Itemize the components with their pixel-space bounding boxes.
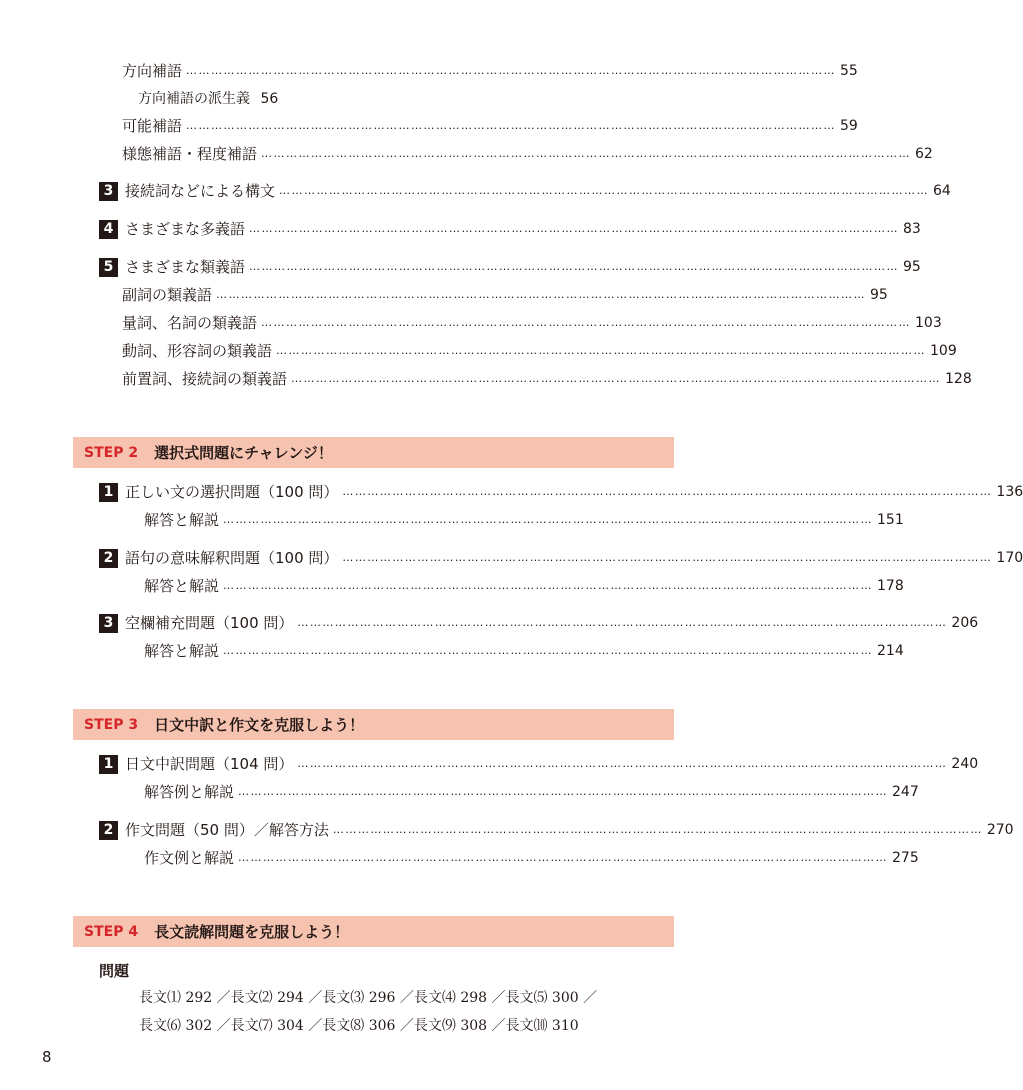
toc-entry[interactable] — [122, 340, 957, 362]
leader-dots: ………………………………………………………………………………………………………………………………………… — [249, 222, 900, 235]
leader-dots: ………………………………………………………………………………………………………………………………………… — [276, 344, 927, 357]
toc-entry[interactable] — [122, 60, 858, 82]
step-label: STEP 3 — [84, 716, 139, 733]
leader-dots: ………………………………………………………………………………………………………………………………………… — [332, 823, 983, 836]
toc-entry-label: 解答と解説 — [144, 577, 220, 595]
toc-entry-label: 日文中訳問題（104 問） — [125, 755, 294, 773]
toc-entry-label: 副詞の類義語 — [122, 286, 213, 304]
leader-dots: ………………………………………………………………………………………………………………………………………… — [297, 616, 948, 629]
toc-entry[interactable] — [144, 781, 919, 803]
step-label: STEP 4 — [84, 923, 139, 940]
chapter-number-badge: 5 — [99, 258, 118, 277]
toc-entry-label: 正しい文の選択問題（100 問） — [125, 483, 339, 501]
toc-entry-page: 95 — [870, 287, 888, 303]
toc-entry[interactable] — [144, 575, 904, 597]
toc-entry[interactable] — [144, 509, 904, 531]
toc-chapter[interactable] — [99, 819, 1014, 841]
toc-entry-label: 動詞、形容詞の類義語 — [122, 342, 273, 360]
step-title: 長文読解問題を克服しよう！ — [154, 923, 350, 941]
toc-entry[interactable] — [122, 143, 933, 165]
toc-entry-page: 240 — [951, 756, 979, 772]
leader-dots: ………………………………………………………………………………………………………………………………………… — [223, 579, 874, 592]
leader-dots: ………………………………………………………………………………………………………………………………………… — [238, 785, 889, 798]
toc-subentry-page: 56 — [260, 91, 279, 107]
toc-entry-page: 170 — [996, 550, 1023, 566]
step-banner — [73, 437, 674, 468]
leader-dots: ………………………………………………………………………………………………………………………………………… — [216, 288, 867, 301]
toc-chapter[interactable] — [99, 753, 979, 775]
toc-entry-label: 前置詞、接続詞の類義語 — [122, 370, 288, 388]
toc-entry-label: 解答と解説 — [144, 642, 220, 660]
toc-entry-label: 作文問題（50 問）／解答方法 — [125, 821, 329, 839]
step-banner — [73, 709, 674, 740]
toc-chapter[interactable] — [99, 481, 1023, 503]
toc-entry-label: 接続詞などによる構文 — [125, 182, 276, 200]
leader-dots: ………………………………………………………………………………………………………………………………………… — [223, 644, 874, 657]
toc-entry-label: 様態補語・程度補語 — [122, 145, 258, 163]
chapter-number-badge: 2 — [99, 821, 118, 840]
toc-subentry-label: 方向補語の派生義 — [138, 91, 250, 107]
toc-entry-label: 可能補語 — [122, 117, 183, 135]
toc-entry[interactable] — [122, 368, 972, 390]
toc-entry[interactable] — [144, 847, 919, 869]
toc-entry-page: 103 — [915, 315, 942, 331]
toc-entry-page: 151 — [877, 512, 904, 528]
chapter-number-badge: 2 — [99, 549, 118, 568]
page-number: 8 — [42, 1048, 52, 1066]
toc-entry-page: 206 — [951, 615, 979, 631]
leader-dots: ………………………………………………………………………………………………………………………………………… — [238, 851, 889, 864]
toc-chapter[interactable] — [99, 180, 951, 202]
toc-entry-page: 128 — [945, 371, 972, 387]
toc-entry-page: 62 — [915, 146, 933, 162]
toc-chapter[interactable] — [99, 256, 921, 278]
leader-dots: ………………………………………………………………………………………………………………………………………… — [297, 757, 948, 770]
section-heading: 問題 — [99, 962, 130, 980]
passage-list-line: 長文⑹ 302 ／長文⑺ 304 ／長文⑻ 306 ／長文⑼ 308 ／長文⑽ 310 — [139, 1018, 579, 1034]
step-banner — [73, 916, 674, 947]
toc-chapter[interactable] — [99, 547, 1023, 569]
chapter-number-badge: 3 — [99, 182, 118, 201]
toc-entry-label: 解答例と解説 — [144, 783, 235, 801]
toc-entry-page: 270 — [986, 822, 1014, 838]
leader-dots: ………………………………………………………………………………………………………………………………………… — [261, 316, 912, 329]
leader-dots: ………………………………………………………………………………………………………………………………………… — [249, 260, 900, 273]
toc-entry-page: 109 — [930, 343, 957, 359]
leader-dots: ………………………………………………………………………………………………………………………………………… — [186, 119, 837, 132]
toc-entry-page: 59 — [840, 118, 858, 134]
leader-dots: ………………………………………………………………………………………………………………………………………… — [223, 513, 874, 526]
toc-entry-page: 178 — [877, 578, 904, 594]
toc-chapter[interactable] — [99, 218, 921, 240]
toc-entry-page: 214 — [877, 643, 904, 659]
toc-entry-label: さまざまな類義語 — [125, 258, 246, 276]
toc-subentry[interactable] — [138, 88, 278, 110]
leader-dots: ………………………………………………………………………………………………………………………………………… — [342, 485, 993, 498]
step-title: 選択式問題にチャレンジ！ — [154, 444, 333, 462]
leader-dots: ………………………………………………………………………………………………………………………………………… — [279, 184, 930, 197]
leader-dots: ………………………………………………………………………………………………………………………………………… — [186, 64, 837, 77]
toc-entry-label: 空欄補充問題（100 問） — [125, 614, 294, 632]
toc-entry-page: 136 — [996, 484, 1023, 500]
chapter-number-badge: 3 — [99, 614, 118, 633]
toc-entry-label: さまざまな多義語 — [125, 220, 246, 238]
toc-entry-label: 量詞、名詞の類義語 — [122, 314, 258, 332]
toc-entry[interactable] — [144, 640, 904, 662]
toc-chapter[interactable] — [99, 612, 979, 634]
step-label: STEP 2 — [84, 444, 139, 461]
toc-entry-page: 275 — [892, 850, 919, 866]
step-title: 日文中訳と作文を克服しよう！ — [154, 716, 365, 734]
toc-entry-page: 83 — [903, 221, 921, 237]
chapter-number-badge: 1 — [99, 755, 118, 774]
leader-dots: ………………………………………………………………………………………………………………………………………… — [342, 551, 993, 564]
toc-entry[interactable] — [122, 115, 858, 137]
toc-entry-page: 64 — [933, 183, 951, 199]
toc-entry-label: 作文例と解説 — [144, 849, 235, 867]
chapter-number-badge: 4 — [99, 220, 118, 239]
toc-entry-page: 247 — [892, 784, 919, 800]
toc-entry-page: 95 — [903, 259, 921, 275]
toc-entry[interactable] — [122, 284, 888, 306]
toc-entry-label: 語句の意味解釈問題（100 問） — [125, 549, 339, 567]
leader-dots: ………………………………………………………………………………………………………………………………………… — [291, 372, 942, 385]
toc-entry-label: 解答と解説 — [144, 511, 220, 529]
toc-entry[interactable] — [122, 312, 942, 334]
passage-list-line: 長文⑴ 292 ／長文⑵ 294 ／長文⑶ 296 ／長文⑷ 298 ／長文⑸ 300 ／ — [139, 990, 598, 1006]
toc-entry-page: 55 — [840, 63, 858, 79]
chapter-number-badge: 1 — [99, 483, 118, 502]
toc-entry-label: 方向補語 — [122, 62, 183, 80]
leader-dots: ………………………………………………………………………………………………………………………………………… — [261, 147, 912, 160]
